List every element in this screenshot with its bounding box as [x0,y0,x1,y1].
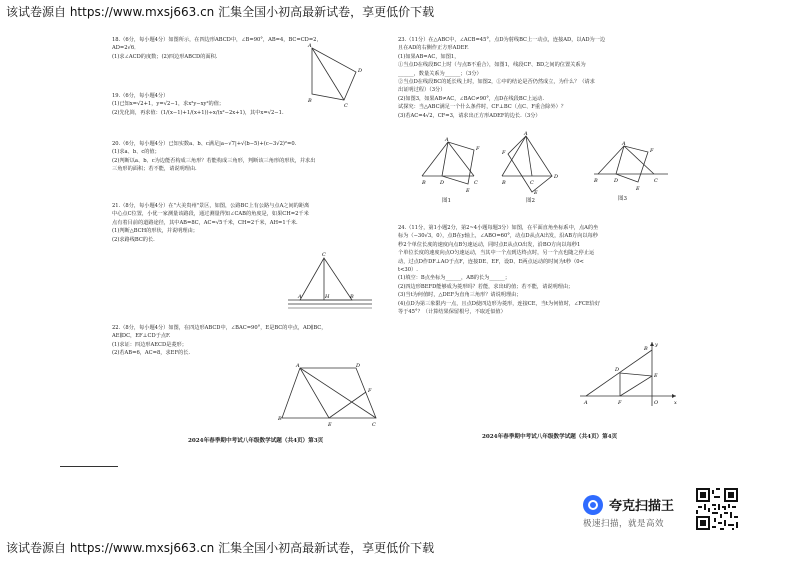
q18-label-c: C [344,103,348,109]
q24-label-e: E [654,373,658,379]
q23-line: ②当点D在线段BC的延长线上时，如图2，①中的结论是否仍然成立，为什么？（请求 [398,79,595,86]
q23f3-label-d: D [614,178,619,184]
source-banner-top: 该试卷源自 https://www.mxsj663.cn 汇集全国小初高最新试卷，享更低价下载 [6,5,435,19]
q24-label-x: x [674,400,677,406]
q24-label-o: O [654,400,659,406]
q23f1-label-c: C [474,180,478,186]
fig2-caption: 图2 [526,198,535,204]
q22-label-c: C [372,422,376,428]
q22-line: (2)若AB=6，AC=8，求EF的长. [112,350,191,357]
q22-line: 22.（8分，每小题4分）如图，在四边形ABCD中，∠BAC=90°，E是BC的中点，AD∥BC， [112,325,327,331]
q18-label-a: A [308,43,312,49]
q24-line: 等于45°？（计算结果保留根号，不取近似值） [398,309,506,316]
q23f1-label-e: E [466,188,470,194]
q20-line: 20.（6分，每小题4分）已知实数a、b、c满足|a−√7|+√(b−5)+(c−3√2)²=0. [112,141,297,147]
question-21 [112,202,392,244]
q23f3-label-f: F [650,148,654,154]
q20-line: (2)判断以a、b、c为边能否构成三角形？若能构成三角形，判断该三角形的形状，并求出 [112,157,316,164]
q19-line: (1)已知x=√2+1，y=√2−1，求x²y−xy²的值； [112,101,225,108]
q21-label-b: B [350,294,354,300]
q24-line: (3)当t为何值时，△DEF为直角三角形？请说明理由； [398,292,522,299]
brand-name: 夸克扫描王 [609,499,675,514]
q18-line: AD=2√6． [112,45,140,52]
q21-line: (1)判断△BCH的形状，并说明理由； [112,228,198,235]
qr-code-icon[interactable] [696,488,738,530]
q23-line: ①当点D在线段BC上时（与点B不重合），如图1，线段CF、BD之间的位置关系为 [398,62,586,69]
q23-line: 23.（11分）在△ABC中，∠ACB=45°，点D为射线BC上一动点，连接AD，以AD为一边 [398,37,606,43]
q21-line: 21.（8分，每小题4分）在"大美贵州"景区，如图，公路BC上有公路与点A之间的距离 [112,203,310,209]
exam-page-3 [112,24,392,484]
q24-line: 动，过点D作DF⊥AO于点F，连接DE、EF，设D、E两点运动的时间为t秒（0< [398,258,584,265]
q23f3-label-b: B [594,178,598,184]
q22-label-b: B [278,416,282,422]
q23f3-label-c: C [654,178,658,184]
exam-page-4 [398,24,680,484]
q22-label-f: F [368,388,372,394]
q21-line: 点有着目前的道路途径，其中AB=8C，AC=√5千米，CH=2千米，AH=1千米. [112,219,298,226]
q24-line: (1)填空：B点坐标为______，AB的长为______； [398,275,511,282]
q23f2-label-f: F [502,150,506,156]
q22-label-e: E [328,422,332,428]
question-20 [112,140,392,174]
q22-line: AE∥DC，EF⊥CD于点F. [112,333,171,340]
page-4-footer: 2024年春季期中考试八年级数学试题（共4页）第4页 [482,434,618,440]
q23-figure-1 [422,137,490,204]
q23-line: (3)若AC=4√2，CF=3，请求出正方形ADEF的边长.（3分） [398,112,541,119]
q23-line: (2)如图3，如果AB≠AC，∠BAC≠90°，点D在线段BC上运动. [398,95,544,102]
q23f2-label-c: C [530,180,534,186]
q24-line: 秒2个单位长度的速度向点B匀速运动，同时点E从点O出发，沿BO方向以每秒1 [398,241,581,248]
q24-label-f: F [618,400,622,406]
q19-line: (2)先化简，再求值：(1/(x−1)+1/(x+1))÷x/(x²−2x+1)，其中x=√2−1. [112,109,284,116]
page-3-footer: 2024年春季期中考试八年级数学试题（共4页）第3页 [188,438,324,444]
q22-figure [278,362,376,428]
q22-label-a: A [296,363,300,369]
q23f2-label-e: E [534,190,538,196]
q21-line: (2)求路线BC的长. [112,236,155,243]
q24-label-y: y [655,342,658,348]
q23-figure-3 [594,141,668,202]
q19-line: 19.（6分，每小题4分） [112,93,169,99]
q23f1-label-d: D [440,180,445,186]
q23f1-label-b: B [422,180,426,186]
q23-line: 试探究：当△ABC满足一个什么条件时，CF⊥BC（点C、F重合除外）？ [398,104,567,111]
q23f3-label-a: A [622,141,626,147]
q23-line: (1)如果AB=AC，如图1， [398,53,460,60]
q21-label-a: A [298,294,302,300]
q21-label-h: H [325,294,330,300]
q23f2-label-a: A [524,131,528,137]
source-banner-bottom: 该试卷源自 https://www.mxsj663.cn 汇集全国小初高最新试卷，享更低价下载 [6,541,435,555]
q20-line: 三角形的面积；若不能，请说明理由. [112,166,197,173]
q24-label-a: A [584,400,588,406]
q21-line: 中心点C位置，小优一家测量该路段，通过测量得知∠CAB的角度是，如果CH=2千米 [112,211,309,218]
q24-line: (4)点D为第三象限内一点，且点D使四边形为菱形，连接CE，当t为何值时，∠FCE恰好 [398,300,601,307]
q23-figure-2 [502,131,564,204]
q23f2-label-b: B [502,180,506,186]
q23-line: ______，数量关系为______；（3分） [398,70,482,77]
scanner-brand [583,493,683,529]
q24-line: 个单位长度的速度向点O匀速运动，当其中一个点到达终点时，另一个点也随之停止运 [398,250,595,257]
q24-label-b: B [644,346,648,352]
q21-figure [288,250,372,318]
fig3-caption: 图3 [618,196,627,202]
q24-line: 标为（−30√3，0），点B在y轴上，∠ABO=60°，动点D从点A出发，沿AB方向以每秒 [398,233,598,240]
q22-line: (1)求证：四边形AECD是菱形； [112,341,187,348]
q23f1-label-f: F [476,146,480,152]
q20-line: (1)求a、b、c的值； [112,149,160,156]
q24-line: 24.（11分，第1小题2分，第2~4小题每题3分）如图，在平面直角坐标系中，点A的坐 [398,225,599,231]
q23-line: 出证明过程）（3分） [398,87,446,94]
q24-line: (2)四边形BEFD能够成为菱形吗？若能，求出t的值；若不能，请说明理由； [398,283,574,290]
question-19 [112,92,392,117]
question-24 [398,224,680,316]
q18-line: (1)求∠ACD的度数；(2)四边形ABCD的面积. [112,53,218,60]
question-22 [112,324,392,358]
quark-logo-icon [583,495,603,515]
brand-slogan: 极速扫描，就是高效 [583,519,665,529]
q24-line: t<30）. [398,267,418,274]
signature-line [60,466,118,467]
q18-label-d: D [358,68,363,74]
question-23 [398,36,680,120]
q22-label-d: D [356,363,361,369]
q23f2-label-d: D [554,174,559,180]
q23-line: 且在AD的右侧作正方形ADEF. [398,45,469,52]
q18-line: 18.（6分，每小题4分）如图所示，在四边形ABCD中，∠B=90°，AB=4，BC=CD=2， [112,37,322,43]
q23f1-label-a: A [445,137,449,143]
q23f3-label-e: E [636,186,640,192]
q24-figure [580,340,680,408]
q21-label-c: C [322,252,326,258]
q24-label-d: D [615,367,620,373]
fig1-caption: 图1 [442,198,451,204]
q18-label-b: B [308,98,312,104]
